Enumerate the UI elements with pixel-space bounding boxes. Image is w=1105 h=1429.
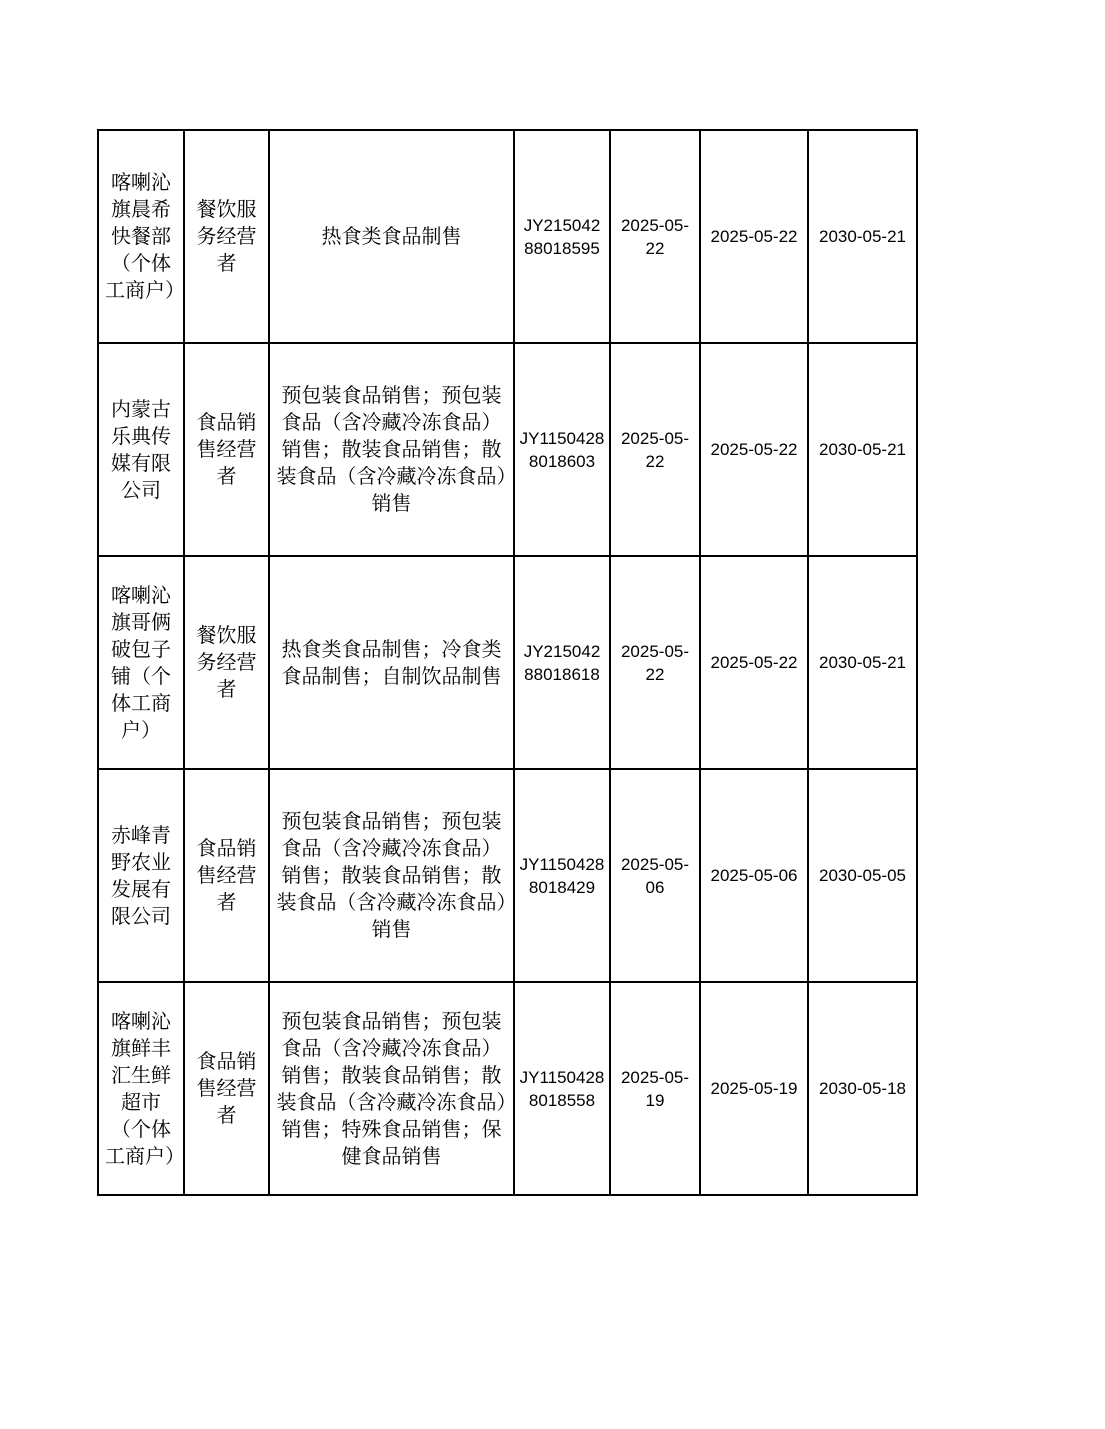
table-row	[98, 769, 917, 982]
operator-type-cell	[184, 556, 269, 769]
issue-date: 2025-05-06	[620, 854, 690, 897]
valid-from-cell	[700, 343, 808, 556]
license-number: JY11504288018603	[519, 428, 605, 471]
business-scope-cell	[269, 343, 514, 556]
operator-type: 食品销售经营者	[196, 410, 257, 488]
operator-type-cell	[184, 130, 269, 343]
valid-to-cell	[808, 343, 917, 556]
valid-from-cell	[700, 556, 808, 769]
business-name-cell	[98, 982, 184, 1195]
valid-from-cell	[700, 982, 808, 1195]
business-name-cell	[98, 130, 184, 343]
business-scope: 热食类食品制售；冷食类食品制售；自制饮品制售	[281, 636, 502, 688]
license-number-cell	[514, 130, 610, 343]
business-name: 赤峰青野农业发展有限公司	[111, 822, 171, 928]
operator-type: 餐饮服务经营者	[196, 623, 257, 701]
license-number-cell	[514, 769, 610, 982]
valid-to-date: 2030-05-21	[819, 440, 906, 459]
business-scope-cell	[269, 556, 514, 769]
table-row	[98, 343, 917, 556]
valid-to-cell	[808, 556, 917, 769]
valid-from-cell	[700, 130, 808, 343]
valid-to-date: 2030-05-05	[819, 866, 906, 885]
business-scope-cell	[269, 130, 514, 343]
valid-to-date: 2030-05-21	[819, 227, 906, 246]
issue-date-cell	[610, 130, 700, 343]
business-scope-cell	[269, 982, 514, 1195]
business-name-cell	[98, 343, 184, 556]
valid-to-date: 2030-05-21	[819, 653, 906, 672]
license-number-cell	[514, 556, 610, 769]
license-number: JY21504288018618	[523, 641, 601, 684]
valid-to-cell	[808, 769, 917, 982]
valid-to-date: 2030-05-18	[819, 1079, 906, 1098]
table-row	[98, 556, 917, 769]
table-row	[98, 982, 917, 1195]
valid-to-cell	[808, 130, 917, 343]
business-name: 喀喇沁旗鲜丰汇生鲜超市（个体工商户）	[105, 1008, 185, 1168]
license-number: JY11504288018429	[519, 854, 605, 897]
issue-date: 2025-05-22	[620, 215, 690, 258]
issue-date-cell	[610, 982, 700, 1195]
business-name: 喀喇沁旗哥俩破包子铺（个体工商户）	[111, 582, 171, 742]
business-scope: 预包装食品销售；预包装食品（含冷藏冷冻食品）销售；散装食品销售；散装食品（含冷藏冷冻食品）销售	[276, 383, 507, 515]
business-name-cell	[98, 556, 184, 769]
business-name: 喀喇沁旗晨希快餐部（个体工商户）	[105, 170, 185, 302]
operator-type-cell	[184, 769, 269, 982]
valid-from-date: 2025-05-22	[710, 227, 798, 246]
license-number-cell	[514, 982, 610, 1195]
business-name-cell	[98, 769, 184, 982]
business-scope-cell	[269, 769, 514, 982]
license-number-cell	[514, 343, 610, 556]
issue-date-cell	[610, 556, 700, 769]
issue-date: 2025-05-22	[620, 641, 690, 684]
valid-from-cell	[700, 769, 808, 982]
license-table-body	[98, 130, 917, 1195]
valid-from-date: 2025-05-22	[710, 653, 798, 672]
business-scope: 预包装食品销售；预包装食品（含冷藏冷冻食品）销售；散装食品销售；散装食品（含冷藏冷冻食品）销售	[276, 809, 507, 941]
business-scope: 预包装食品销售；预包装食品（含冷藏冷冻食品）销售；散装食品销售；散装食品（含冷藏冷冻食品）销售；特殊食品销售；保健食品销售	[276, 1008, 507, 1168]
operator-type: 食品销售经营者	[196, 1049, 257, 1127]
operator-type: 食品销售经营者	[196, 836, 257, 914]
business-scope: 热食类食品制售	[321, 224, 462, 248]
issue-date-cell	[610, 343, 700, 556]
business-name: 内蒙古乐典传媒有限公司	[111, 396, 171, 502]
issue-date-cell	[610, 769, 700, 982]
issue-date: 2025-05-22	[620, 428, 690, 471]
valid-from-date: 2025-05-06	[710, 866, 798, 885]
operator-type-cell	[184, 982, 269, 1195]
operator-type: 餐饮服务经营者	[196, 197, 257, 275]
operator-type-cell	[184, 343, 269, 556]
valid-from-date: 2025-05-22	[710, 440, 798, 459]
license-number: JY21504288018595	[523, 215, 601, 258]
table-row	[98, 130, 917, 343]
license-number: JY11504288018558	[519, 1067, 605, 1110]
license-table	[97, 129, 918, 1196]
valid-to-cell	[808, 982, 917, 1195]
valid-from-date: 2025-05-19	[710, 1079, 798, 1098]
issue-date: 2025-05-19	[620, 1067, 690, 1110]
